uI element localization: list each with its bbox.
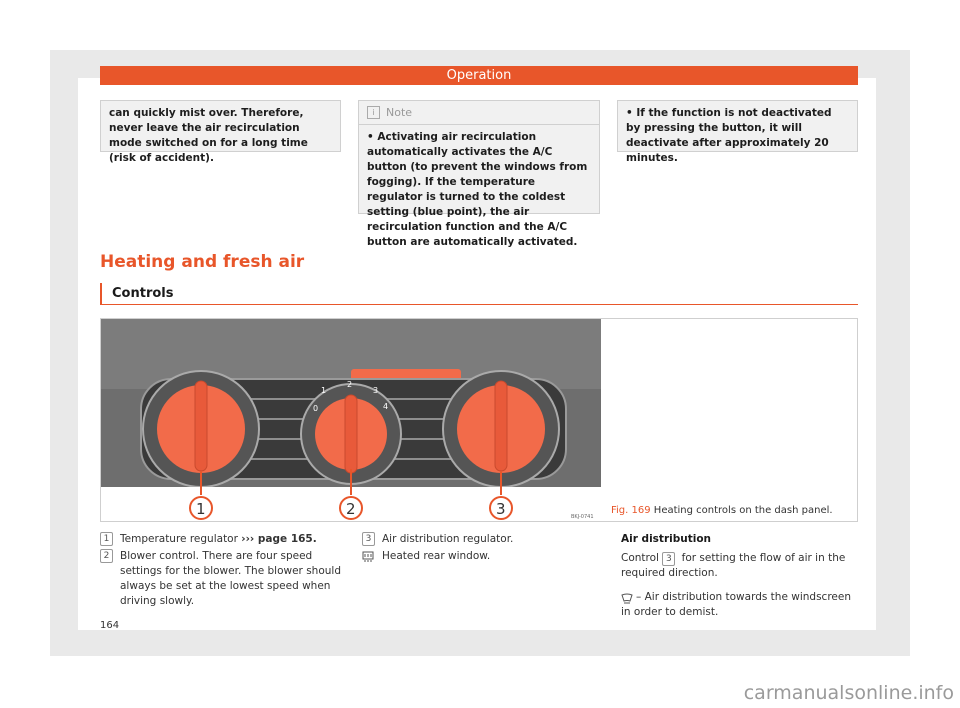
dial-label-4: 4 [383, 402, 389, 411]
warning-text: can quickly mist over. Therefore, never leave the air recirculation mode switched on for a long time (risk of accident). [109, 107, 308, 164]
list-item-1 [120, 532, 350, 547]
list-item-2 [120, 549, 346, 609]
note-header [359, 101, 599, 125]
info-icon: i [367, 106, 380, 119]
item-text-4: Heated rear window. [382, 550, 491, 562]
air-line2: – Air distribution towards the windscreen in order to demist. [621, 591, 851, 618]
page-number: 164 [100, 620, 120, 631]
figure-number: Fig. 169 [611, 505, 651, 516]
air-line1-post: for setting the flow of air in the required direction. [621, 552, 846, 579]
callout-2: 2 [346, 500, 356, 518]
section-title: Heating and fresh air [100, 252, 305, 272]
note-body: • Activating air recirculation automatically activates the A/C button (to prevent the windows from fogging). If the temperature regulator is turned to the coldest setting (blue point), the air recirculation function and the A/C button are automatically activated. [367, 131, 588, 248]
figure [100, 318, 858, 522]
item-badge-3: 3 [362, 532, 375, 546]
note-label: Note [386, 106, 413, 119]
item-text-1: Temperature regulator [120, 533, 238, 545]
note-box [358, 100, 600, 248]
figure-caption-text: Heating controls on the dash panel. [653, 505, 833, 516]
air-line1-pre: Control [621, 552, 659, 564]
item-badge-1: 1 [100, 532, 113, 546]
dial-label-3: 3 [373, 386, 379, 395]
info-text: • If the function is not deactivated by pressing the button, it will deactivate after approximately 20 minutes. [626, 107, 832, 164]
callout-3: 3 [496, 500, 506, 518]
figure-code: BKJ-0741 [571, 514, 594, 520]
air-distribution-heading: Air distribution [621, 533, 712, 545]
subsection-title: Controls [100, 283, 858, 305]
item-text-2: Blower control. There are four speed settings for the blower. The blower should always be set at the lowest speed when driving slowly. [120, 550, 341, 607]
list-item-3 [382, 532, 592, 547]
dial-label-0: 0 [313, 404, 319, 413]
warning-continued-box [100, 100, 341, 164]
page-ref-link[interactable]: ››› page 165. [241, 533, 317, 545]
list-item-4 [382, 549, 592, 564]
info-box [617, 100, 858, 164]
dial-label-2: 2 [347, 380, 353, 389]
heating-controls-illustration [101, 319, 601, 521]
item-badge-2: 2 [100, 549, 113, 563]
dial-label-1: 1 [321, 386, 327, 395]
callout-1: 1 [196, 500, 206, 518]
air-control-badge: 3 [662, 552, 675, 566]
watermark: carmanualsonline.info [743, 682, 954, 704]
air-distribution-paragraph [621, 551, 861, 581]
item-text-3: Air distribution regulator. [382, 533, 514, 545]
figure-caption [611, 505, 833, 516]
section-header: Operation [100, 66, 858, 85]
rear-window-heater-icon [362, 551, 374, 562]
